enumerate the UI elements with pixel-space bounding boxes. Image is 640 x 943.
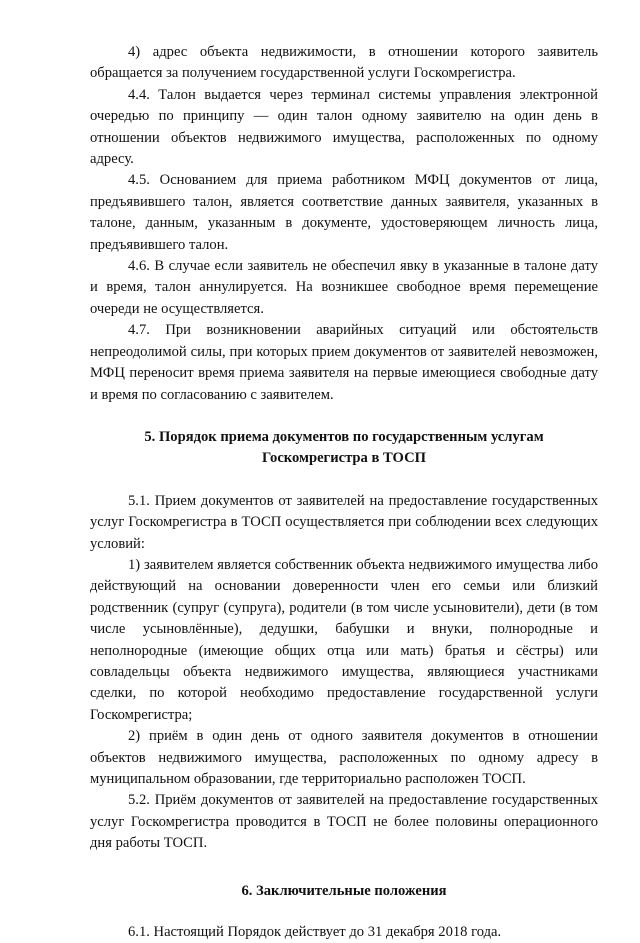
paragraph-4-5: 4.5. Основанием для приема работником МФЦ документов от лица, предъявившего талон, является соответствие данных заявителя, указанных в талоне, данным, указанным в документе, удостоверяющем личность лица, предъявившего талон.: [90, 172, 598, 253]
section-5-heading: [90, 427, 598, 470]
condition-1: 1) заявителем является собственник объекта недвижимого имущества либо действующий на основании доверенности член его семьи или близкий родственник (супруг (супруга), родители (в том числе усыновители), дети (в том числе усыновлённые), дедушки, бабушки и внуки, полнородные и неполнородные (имеющие общих отца или мать) братья и сёстры) или совладельцы объекта недвижимого имущества, являющиеся участниками сделки, по которой необходимо предоставление государственной услуги Госкомрегистра;: [90, 556, 598, 723]
paragraph-4-7: 4.7. При возникновении аварийных ситуаций или обстоятельств непреодолимой силы, при которых прием документов от заявителей невозможен, МФЦ переносит время приема заявителя на первые имеющиеся свободные дату и время по согласованию с заявителем.: [90, 322, 598, 403]
paragraph-5-2: 5.2. Приём документов от заявителей на предоставление государственных услуг Госкомрегистра проводится в ТОСП не более половины операционного дня работы ТОСП.: [90, 792, 598, 852]
section-5-heading-line-1: 5. Порядок приема документов по государственным услугам: [144, 428, 544, 445]
paragraph-4-6: 4.6. В случае если заявитель не обеспечил явку в указанные в талоне дату и время, талон аннулируется. На возникшее свободное время перемещение очереди не осуществляется.: [90, 258, 598, 317]
section-6-heading: 6. Заключительные положения: [241, 882, 447, 899]
paragraph-item-4: 4) адрес объекта недвижимости, в отношении которого заявитель обращается за получением государственной услуги Госкомрегистра.: [90, 44, 598, 82]
paragraph-6-1: 6.1. Настоящий Порядок действует до 31 декабря 2018 года.: [128, 924, 502, 941]
document-body: [90, 42, 598, 943]
paragraph-4-4: 4.4. Талон выдается через терминал системы управления электронной очередью по принципу — один талон одному заявителю на один день в отношении объектов недвижимого имущества, расположенных по одному адресу.: [90, 86, 598, 168]
section-5-heading-line-2: Госкомрегистра в ТОСП: [262, 450, 426, 467]
condition-2: 2) приём в один день от одного заявителя документов в отношении объектов недвижимого имущества, расположенных по одному адресу в муниципальном образовании, где территориально расположен ТОСП.: [90, 728, 598, 787]
paragraph-5-1: 5.1. Прием документов от заявителей на предоставление государственных услуг Госкомрегистра в ТОСП осуществляется при соблюдении всех следующих условий:: [90, 492, 598, 552]
